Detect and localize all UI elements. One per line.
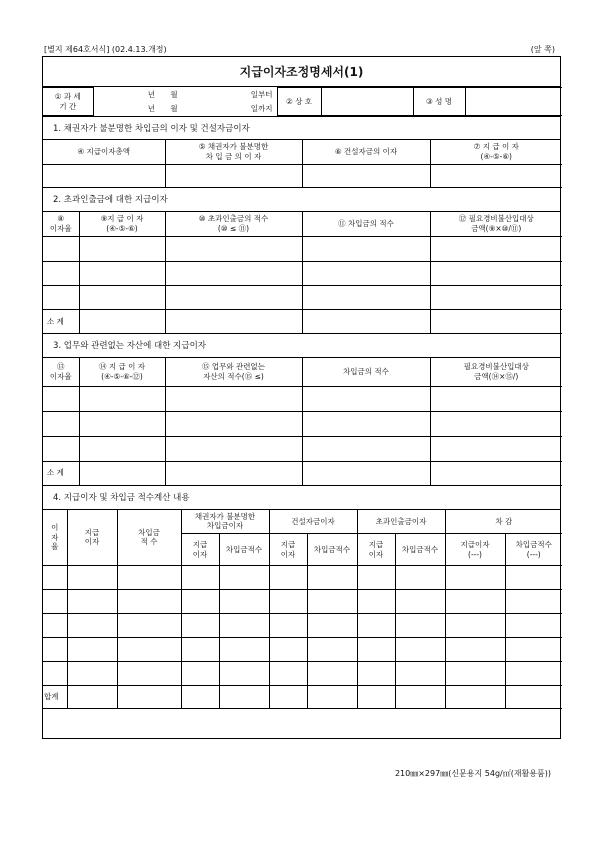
cell[interactable] [219,566,269,590]
cell[interactable] [79,436,165,461]
s4-interest-header: 지급 이자 [67,510,117,566]
cell[interactable] [43,590,67,614]
day-to: 일까지 [250,103,273,113]
cell[interactable] [395,566,445,590]
cell[interactable] [505,566,562,590]
cell[interactable] [357,662,395,686]
cell[interactable] [67,566,117,590]
statement-form [42,56,561,739]
cell[interactable] [219,614,269,638]
s1-total-interest-header: ④ 지급이자총액 [43,140,165,164]
table-row [43,262,562,286]
s4-difference-group: 차 감 [445,510,562,534]
year-from: 년 [147,89,155,99]
cell[interactable] [43,614,67,638]
cell[interactable] [165,237,302,262]
table-row [43,411,562,436]
period-label: ① 과 세 기 간 [43,88,93,116]
cell[interactable] [269,614,307,638]
s2-overdraft-header: ⑩ 초과인출금의 적수 (⑩ ≤ ⑪) [165,212,302,237]
cell[interactable] [67,590,117,614]
cell[interactable] [79,286,165,310]
cell[interactable] [117,662,181,686]
cell[interactable] [67,638,117,662]
cell[interactable] [165,411,302,436]
cell[interactable] [302,262,430,286]
s4-borrow-header: 차입금 적 수 [117,510,181,566]
cell[interactable] [395,662,445,686]
cell[interactable] [43,436,79,461]
table-row [43,386,562,411]
s4-construction-group: 건설자금이자 [269,510,357,534]
cell[interactable] [302,286,430,310]
table-row [43,614,562,638]
cell[interactable] [445,590,505,614]
table-row [43,590,562,614]
s1-cell[interactable] [302,164,430,187]
cell[interactable] [165,436,302,461]
cell[interactable] [505,662,562,686]
year-to: 년 [147,103,155,113]
cell[interactable] [79,237,165,262]
info-table [43,87,562,116]
cell[interactable] [445,566,505,590]
cell[interactable] [445,662,505,686]
cell[interactable] [302,310,430,334]
cell[interactable] [43,411,79,436]
cell[interactable] [181,638,219,662]
section3-table [43,358,562,486]
s4-sub-diff-interest: 지급이자 (---) [445,534,505,566]
section4-title: 4. 지급이자 및 차입금 적수계산 내용 [43,486,560,510]
section2-title: 2. 초과인출금에 대한 지급이자 [43,188,560,212]
cell[interactable] [269,662,307,686]
cell[interactable] [181,614,219,638]
cell[interactable] [430,262,562,286]
cell[interactable] [269,686,307,709]
cell[interactable] [302,436,430,461]
cell[interactable] [165,461,302,485]
s2-borrow-header: ⑪ 차입금의 적수 [302,212,430,237]
cell[interactable] [445,638,505,662]
cell[interactable] [67,686,117,709]
table-row [43,286,562,310]
cell[interactable] [165,386,302,411]
cell[interactable] [307,686,357,709]
cell[interactable] [43,237,79,262]
s4-total-label: 합계 [43,686,67,709]
cell[interactable] [395,590,445,614]
s4-sub-interest: 지급 이자 [181,534,219,566]
s3-interest-header: ⑭ 지 급 이 자 (④-⑤-⑥-⑫) [79,358,165,386]
month-to: 월 [170,103,178,113]
s4-sub-interest: 지급 이자 [269,534,307,566]
cell[interactable] [43,662,67,686]
cell[interactable] [165,262,302,286]
section1-title: 1. 채권자가 불분명한 차입금의 이자 및 건설자금이자 [43,116,560,140]
cell[interactable] [117,686,181,709]
s1-unknown-creditor-header: ⑤ 채권자가 불분명한 차 입 금 의 이 자 [165,140,302,164]
s4-rate-header: 이 자 율 [43,510,67,566]
cell[interactable] [307,566,357,590]
cell[interactable] [395,638,445,662]
s3-nondeductible-header: 필요경비불산입대상 금액(⑭×⑮/) [430,358,562,386]
s4-sub-interest: 지급 이자 [357,534,395,566]
month-from: 월 [170,89,178,99]
form-title: 지급이자조정명세서(1) [43,57,560,87]
table-row [43,638,562,662]
cell[interactable] [181,662,219,686]
cell[interactable] [181,590,219,614]
cell[interactable] [219,590,269,614]
s1-paid-interest-header: ⑦ 지 급 이 자 (④-⑤-⑥) [430,140,562,164]
cell[interactable] [117,614,181,638]
cell[interactable] [181,566,219,590]
cell[interactable] [430,436,562,461]
s1-construction-interest-header: ⑥ 건설자금의 이자 [302,140,430,164]
cell[interactable] [67,662,117,686]
s4-unknown-creditor-group: 채권자가 불분명한 차입금이자 [181,510,269,534]
cell[interactable] [307,590,357,614]
cell[interactable] [505,686,562,709]
s3-unrelated-asset-header: ⑮ 업무와 관련없는 자산의 적수(⑮ ≤) [165,358,302,386]
cell[interactable] [165,286,302,310]
s2-rate-header: ⑧ 이자율 [43,212,79,237]
cell[interactable] [79,461,165,485]
cell[interactable] [269,566,307,590]
section1-table [43,140,562,188]
cell[interactable] [445,686,505,709]
table-row [43,237,562,262]
company-label: ② 상 호 [277,88,321,116]
cell[interactable] [357,686,395,709]
name-field[interactable] [465,88,562,116]
cell[interactable] [117,566,181,590]
s1-cell[interactable] [43,164,165,187]
cell[interactable] [307,662,357,686]
cell[interactable] [219,638,269,662]
cell[interactable] [357,614,395,638]
page-side-label: (앞 쪽) [530,45,555,54]
s4-sub-borrow: 차입금적수 [307,534,357,566]
cell[interactable] [302,411,430,436]
cell[interactable] [430,286,562,310]
cell[interactable] [505,590,562,614]
cell[interactable] [67,614,117,638]
cell[interactable] [117,638,181,662]
cell[interactable] [395,686,445,709]
cell[interactable] [43,638,67,662]
s1-cell[interactable] [165,164,302,187]
cell[interactable] [43,262,79,286]
cell[interactable] [117,590,181,614]
cell[interactable] [181,686,219,709]
s3-borrow-header: 차입금의 적수 [302,358,430,386]
table-row [43,662,562,686]
cell[interactable] [79,262,165,286]
s3-rate-header: ⑬ 이자율 [43,358,79,386]
cell[interactable] [302,237,430,262]
cell[interactable] [79,411,165,436]
cell[interactable] [165,310,302,334]
cell[interactable] [505,614,562,638]
table-row [43,566,562,590]
cell[interactable] [43,386,79,411]
cell[interactable] [357,638,395,662]
cell[interactable] [302,386,430,411]
s2-interest-header: ⑨지 급 이 자 (④-⑤-⑥) [79,212,165,237]
cell[interactable] [430,310,562,334]
name-label: ③ 성 명 [413,88,465,116]
s4-overdraft-group: 초과인출금이자 [357,510,445,534]
cell[interactable] [430,461,562,485]
section3-title: 3. 업무와 관련없는 자산에 대한 지급이자 [43,334,560,358]
cell[interactable] [43,566,67,590]
cell[interactable] [79,310,165,334]
cell[interactable] [269,590,307,614]
day-from: 일부터 [193,88,277,102]
cell[interactable] [430,386,562,411]
form-number: [별지 제64호서식] (02.4.13.개정) [44,45,167,54]
section4-table [43,510,562,710]
s4-sub-borrow: 차입금적수 [395,534,445,566]
table-row [43,436,562,461]
paper-spec: 210㎜×297㎜(신문용지 54g/㎡(재활용품)) [394,769,551,778]
cell[interactable] [79,386,165,411]
cell[interactable] [307,638,357,662]
cell[interactable] [302,461,430,485]
cell[interactable] [219,686,269,709]
cell[interactable] [430,237,562,262]
cell[interactable] [357,590,395,614]
cell[interactable] [43,286,79,310]
s4-sub-diff-borrow: 차입금적수 (---) [505,534,562,566]
cell[interactable] [505,638,562,662]
cell[interactable] [307,614,357,638]
cell[interactable] [219,662,269,686]
cell[interactable] [269,638,307,662]
company-field[interactable] [321,88,413,116]
cell[interactable] [445,614,505,638]
cell[interactable] [357,566,395,590]
s3-subtotal-label: 소 계 [43,461,79,485]
s1-cell[interactable] [430,164,562,187]
s2-subtotal-label: 소 계 [43,310,79,334]
s4-sub-borrow: 차입금적수 [219,534,269,566]
section2-table [43,212,562,335]
cell[interactable] [430,411,562,436]
cell[interactable] [395,614,445,638]
s2-nondeductible-header: ⑫ 필요경비불산입대상 금액(⑨×⑩/⑪) [430,212,562,237]
